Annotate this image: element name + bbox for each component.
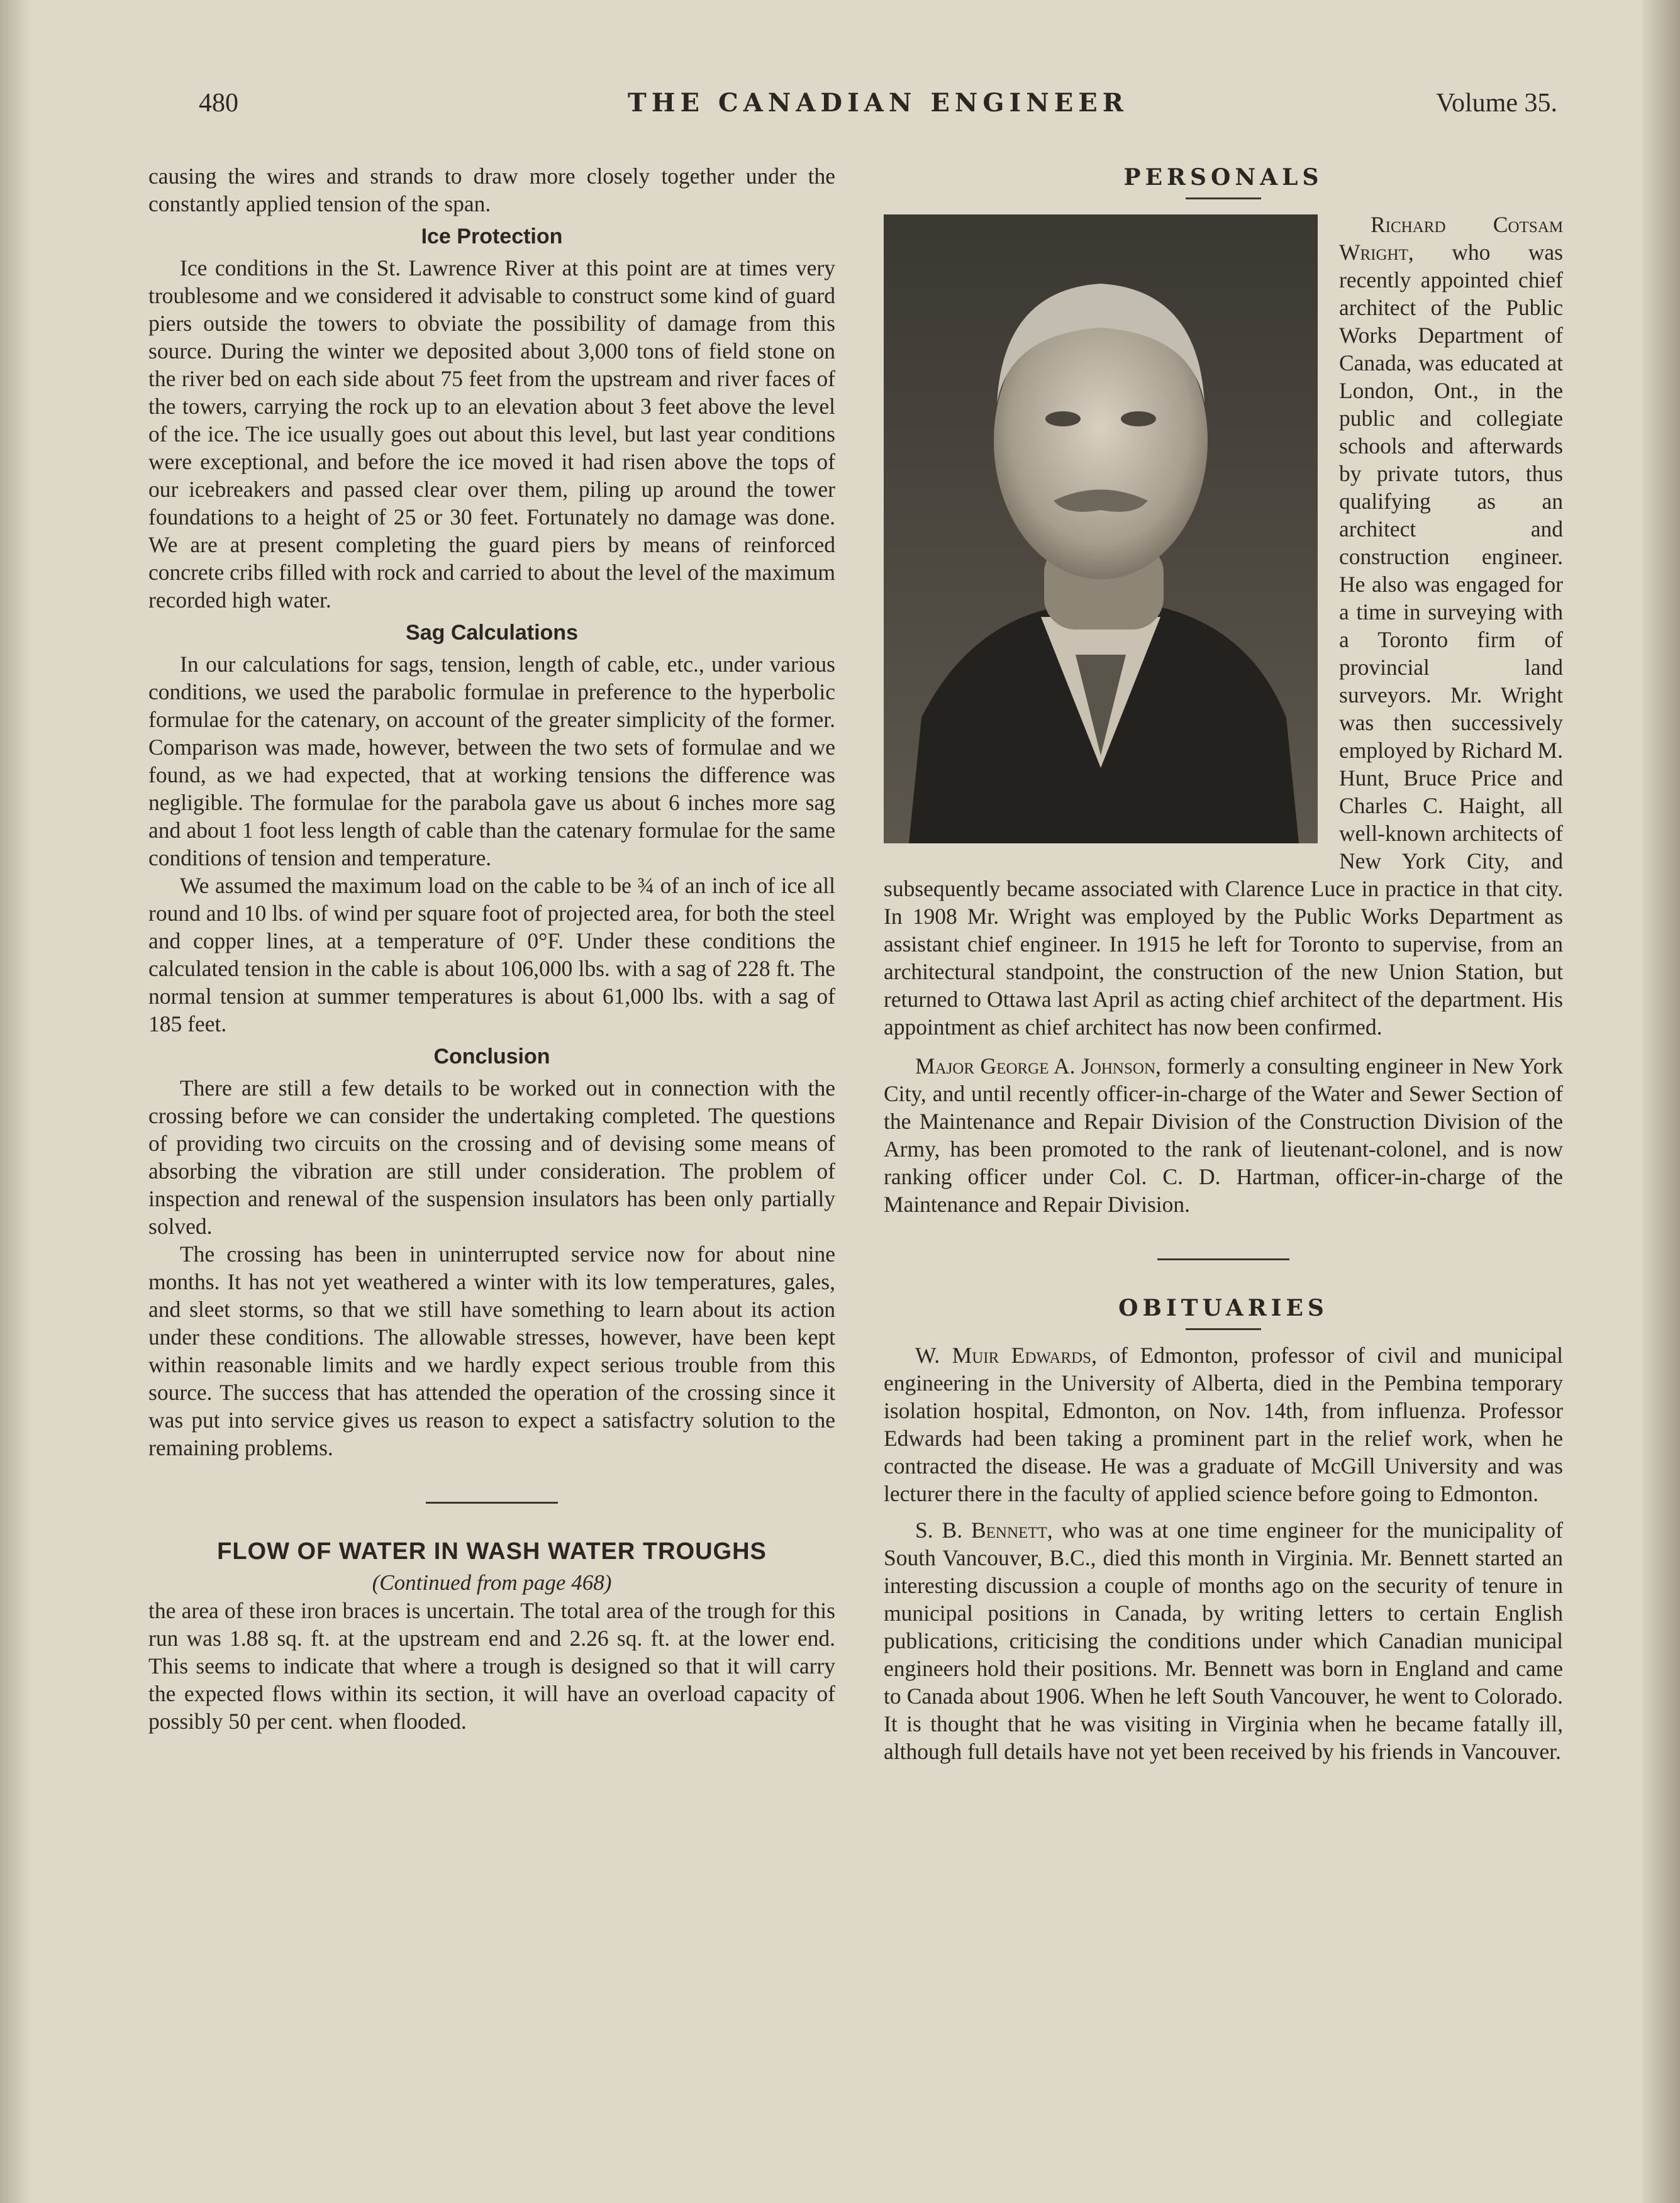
obituaries-heading: OBITUARIES <box>1118 1295 1328 1321</box>
flow-article-title: FLOW OF WATER IN WASH WATER TROUGHS <box>217 1538 767 1565</box>
wright-text: , who was recently appointed chief architect of the Public Works Department of Canada, was educated at London, Ont., in the public and collegiate schools and afterwards by private tutors, thus qualifying as an architect and construction engineer. He also was engaged for a time in surveying with a Toronto firm of provincial land surveyors. Mr. Wright was then successively employed by Richard M. Hunt, Bruce Price and Charles C. Haight, all well-known architects of New York City, and subsequently became associated with Clarence Luce in practice in that city. In 1908 Mr. Wright was employed by the Public Works Department as assistant chief engineer. In 1915 he left for Toronto to supervise, from an architectural standpoint, the construction of the new Union Station, but returned to Ottawa last April as acting chief architect of the department. His appointment as chief architect has now been confirmed. <box>884 240 1563 1040</box>
continued-note: (Continued from page 468) <box>372 1570 612 1595</box>
bennett-text: , who was at one time engineer for the municipality of South Vancouver, B.C., died this month in Virginia. Mr. Bennett started an interesting discussion a couple of months ago on the security of tenure in municipal positions in Canada, by writing letters to certain English publications, criticising the conditions under which Canadian municipal engineers hold their positions. Mr. Bennett was born in England and came to Canada about 1906. When he left South Vancouver, he went to Colorado. It is thought that he was visiting in Virginia when he became fatally ill, although full details have not yet been received by his friends in Vancouver. <box>884 1518 1563 1764</box>
personals-heading: PERSONALS <box>1123 164 1323 191</box>
edwards-text: , of Edmonton, professor of civil and municipal engineering in the University of Alberta, died in the Pembina temporary isolation hospital, Edmonton, on Nov. 14th, from influenza. Professor Edwards had been taking a prominent part in the relief work, when he contracted the disease. He was a graduate of McGill University and was lecturer there in the faculty of applied science before going to Edmonton. <box>884 1343 1563 1506</box>
flow-article-paragraph: the area of these iron braces is uncertain. The total area of the trough for this run was 1.88 sq. ft. at the upstream end and 2.26 sq. ft. at the lower end. This seems to indicate that where a trough is designed so that it will carry the expected flows within its section, it will have an overload capacity of possibly 50 per cent. when flooded. <box>148 1598 835 1734</box>
sag-calculations-paragraph-2: We assumed the maximum load on the cable to be ¾ of an inch of ice all round and 10 lbs. of wind per square foot of projected area, for both the steel and copper lines, at a temperature of 0°F. Under these conditions the calculated tension in the cable is about 106,000 lbs. with a sag of 228 ft. The normal tension at summer temperatures is about 61,000 lbs. with a sag of 185 feet. <box>148 873 835 1036</box>
page-header <box>199 88 1557 126</box>
journal-title: THE CANADIAN ENGINEER <box>627 88 1129 118</box>
left-column <box>148 162 835 1735</box>
page-number: 480 <box>199 89 238 118</box>
johnson-name: Major George A. Johnson <box>915 1053 1155 1079</box>
obituaries-heading-rule <box>1186 1328 1261 1330</box>
conclusion-heading: Conclusion <box>433 1045 550 1068</box>
bennett-paragraph <box>884 1516 1563 1765</box>
sag-calculations-paragraph-1: In our calculations for sags, tension, length of cable, etc., under various conditions, we used the parabolic formulae in preference to the hyperbolic formulae for the catenary, on account of the greater simplicity of the former. Comparison was made, however, between the two sets of formulae and we found, as we had expected, that at working tensions the difference was negligible. The formulae for the parabola gave us about 6 inches more sag and about 1 foot less length of cable than the catenary formulae for the same conditions of tension and temperature. <box>148 652 835 870</box>
ice-protection-heading: Ice Protection <box>421 225 563 248</box>
portrait-photo <box>884 214 1318 843</box>
volume-label: Volume 35. <box>1436 89 1557 118</box>
wright-name: Richard Cotsam Wright <box>1339 212 1563 265</box>
obituaries-divider-rule <box>1157 1258 1289 1260</box>
personals-heading-rule <box>1186 197 1261 199</box>
intro-paragraph: causing the wires and strands to draw more closely together under the constantly applied tension of the span. <box>148 164 835 216</box>
ice-protection-paragraph: Ice conditions in the St. Lawrence River at this point are at times very troublesome and we considered it advisable to construct some kind of guard piers outside the towers to obviate the possibility of damage from this source. During the winter we deposited about 3,000 tons of field stone on the river bed on each side about 75 feet from the upstream and river faces of the towers, carrying the rock up to an elevation about 3 feet above the level of the ice. The ice usually goes out about this level, but last year conditions were exceptional, and before the ice moved it had risen above the tops of our icebreakers and passed clear over them, piling up around the tower foundations to a height of 25 or 30 feet. Fortunately no damage was done. We are at present completing the guard piers by means of reinforced concrete cribs filled with rock and carried to about the level of the maximum recorded high water. <box>148 255 835 613</box>
edwards-paragraph <box>884 1341 1563 1507</box>
edwards-name: W. Muir Edwards <box>915 1343 1092 1368</box>
page-gutter-shadow <box>0 0 31 2203</box>
section-divider-rule <box>426 1502 558 1504</box>
bennett-name: S. B. Bennett <box>915 1518 1047 1543</box>
conclusion-paragraph-2: The crossing has been in uninterrupted service now for about nine months. It has not yet weathered a winter with its low temperatures, gales, and sleet storms, so that we still have something to learn about its action under these conditions. The allowable stresses, however, have been kept within reasonable limits and we hardly expect serious trouble from this source. The success that has attended the operation of the crossing since it was put into service gives us reason to expect a satisfactry solution to the remaining problems. <box>148 1241 835 1460</box>
right-column <box>884 162 1563 1765</box>
conclusion-paragraph-1: There are still a few details to be worked out in connection with the crossing before we can consider the undertaking completed. The questions of providing two circuits on the crossing and of devising some means of absorbing the vibration are still under consideration. The problem of inspection and renewal of the suspension insulators has been only partially solved. <box>148 1075 835 1239</box>
johnson-text: , formerly a consulting engineer in New York City, and until recently officer-in-charge of the Water and Sewer Section of the Maintenance and Repair Division of the Construction Division of the Army, has been promoted to the rank of lieutenant-colonel, and is now ranking officer under Col. C. D. Hartman, officer-in-charge of the Maintenance and Repair Division. <box>884 1053 1563 1217</box>
johnson-paragraph <box>884 1052 1563 1218</box>
portrait-photo-image <box>884 214 1318 843</box>
page-edge-shadow <box>1642 0 1680 2203</box>
sag-calculations-heading: Sag Calculations <box>406 621 578 645</box>
